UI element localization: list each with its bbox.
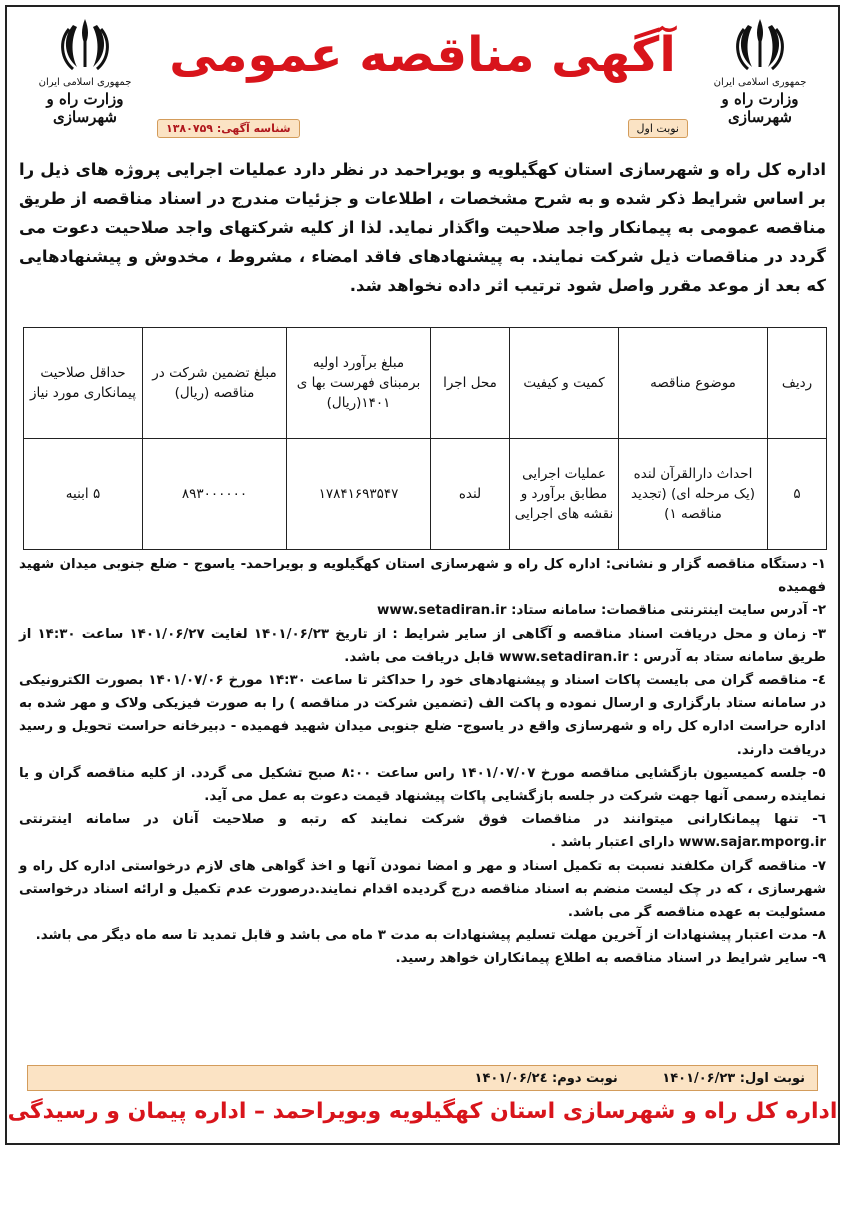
col-quality: کمیت و کیفیت [510, 328, 619, 439]
iran-emblem-icon [55, 15, 115, 75]
col-location: محل اجرا [431, 328, 510, 439]
condition-2-label: ۲- آدرس سایت اینترنتی مناقصات: [601, 603, 826, 619]
notice-frame [5, 5, 840, 1145]
first-round-date: نوبت اول: ۱۴۰۱/۰۶/۲۳ [662, 1071, 805, 1086]
col-subject: موضوع مناقصه [619, 328, 768, 439]
condition-item-3 [19, 623, 826, 669]
notice-id-tag: شناسه آگهی: ۱۳۸۰۷۵۹ [157, 119, 300, 138]
condition-3-label: ۳- زمان و محل دریافت اسناد مناقصه و آگاهی از سایر شرایط [403, 626, 826, 642]
round-tag: نوبت اول [628, 119, 688, 138]
condition-2-text: سامانه ستاد: www.setadiran.ir [377, 603, 602, 619]
condition-item-2 [19, 599, 826, 622]
publication-dates [27, 1065, 818, 1091]
intro-paragraph: اداره کل راه و شهرسازی استان کهگیلویه و بویراحمد در نظر دارد عملیات اجرایی پروژه های ذیل را بر اساس شرایط ذکر شده و به شرح مشخصات ، اطلاعات و جزئیات مندرج در اسناد مناقصه از طریق مناقصه عمومی به پیمانکار واجد صلاحیت واگذار نماید. لذا از کلیه شرکتهای واجد صلاحیت دعوت می گردد در مناقصات ذیل شرکت نمایند. به پیشنهادهای فاقد امضاء ، مشروط ، مخدوش و پیشنهادهایی که بعد از موعد مقرر واصل شود ترتیب اثر داده نخواهد شد. [19, 160, 826, 295]
emblem-caption-top: جمهوری اسلامی ایران [713, 77, 807, 88]
col-guarantee: مبلغ تضمین شرکت در مناقصه (ریال) [143, 328, 287, 439]
emblem-left [15, 15, 155, 130]
footer-organization: اداره کل راه و شهرسازی استان کهگیلویه وبویراحمد – اداره پیمان و رسیدگی [7, 1099, 838, 1124]
condition-item-9: ۹- سایر شرایط در اسناد مناقصه به اطلاع پیمانکاران خواهد رسید. [395, 951, 826, 967]
second-round-date: نوبت دوم: ۱۴۰۱/۰۶/۲٤ [474, 1071, 618, 1086]
emblem-caption-bottom: وزارت راه و شهرسازی [46, 90, 124, 126]
condition-item-1 [19, 553, 826, 599]
emblem-caption-top: جمهوری اسلامی ایران [38, 77, 132, 88]
notice-title: آگهی مناقصه عمومی [169, 27, 676, 83]
col-index: ردیف [768, 328, 827, 439]
col-qualification: حداقل صلاحیت پیمانکاری مورد نیاز [24, 328, 143, 439]
cell-location: لنده [431, 439, 510, 550]
cell-qualification: ۵ ابنیه [24, 439, 143, 550]
emblem-right [690, 15, 830, 130]
condition-item-6: ٦- تنها پیمانکارانی میتوانند در مناقصات فوق شرکت نمایند که رتبه و صلاحیت آنان در سامانه اینترنتی www.sajar.mporg.ir دارای اعتبار باشد . [19, 812, 826, 851]
condition-1-label: ۱- دستگاه مناقصه گزار و نشانی: [605, 557, 826, 572]
emblem-caption-bottom: وزارت راه و شهرسازی [721, 90, 799, 126]
cell-index: ۵ [768, 439, 827, 550]
condition-1-text: اداره کل راه و شهرسازی استان کهگیلویه و بویراحمد- یاسوج - ضلع جنوبی میدان شهید فهمیده [19, 557, 826, 596]
condition-3-text: : از تاریخ ۱۴۰۱/۰۶/۲۳ لغایت ۱۴۰۱/۰۶/۲۷ ساعت ۱۴:۳۰ از طریق سامانه ستاد به آدرس : www.setadiran.ir قابل دریافت می باشد. [19, 626, 826, 665]
conditions-list [19, 553, 826, 971]
tender-table [23, 327, 827, 550]
cell-quality: عملیات اجرایی مطابق برآورد و نقشه های اجرایی [510, 439, 619, 550]
col-estimate: مبلغ برآورد اولیه برمبنای فهرست بها ی ۱۴۰۱(ریال) [287, 328, 431, 439]
cell-estimate: ۱۷۸۴۱۶۹۳۵۴۷ [287, 439, 431, 550]
condition-item-7: ۷- مناقصه گران مکلفند نسبت به تکمیل اسناد و مهر و امضا نمودن آنها و اخذ گواهی های لازم درخواستی اداره کل راه و شهرسازی ، که در چک لیست منضم به اسناد مناقصه درج گردیده اقدام نمایند.درصورت عدم تکمیل و ارائه اسناد درخواستی مسئولیت به عهده مناقصه گر می باشد. [19, 858, 826, 921]
iran-emblem-icon [730, 15, 790, 75]
condition-item-8: ۸- مدت اعتبار پیشنهادات از آخرین مهلت تسلیم پیشنهادات به مدت ۳ ماه می باشد و قابل تمدید تا سه ماه دیگر می باشد. [35, 928, 826, 944]
condition-item-4: ٤- مناقصه گران می بایست پاکات اسناد و پیشنهادهای خود را حداکثر تا ساعت ۱۴:۳۰ مورخ ۱۴۰۱/۰۷/۰۶ بصورت الکترونیکی در سامانه ستاد بارگزاری و ارسال نموده و پاکت الف (تضمین شرکت در مناقصه ) را به صورت فیزیکی ولاک و مهر شده به اداره حراست اداره کل راه و شهرسازی واقع در یاسوج- ضلع جنوبی میدان شهید فهمیده - دبیرخانه حراست تحویل و رسید دریافت دارند. [19, 673, 826, 758]
table-header-row [24, 328, 827, 439]
cell-subject: احداث دارالقرآن لنده (یک مرحله ای) (تجدید مناقصه ۱) [619, 439, 768, 550]
header [7, 7, 838, 147]
cell-guarantee: ۸۹۳۰۰۰۰۰۰ [143, 439, 287, 550]
table-row [24, 439, 827, 550]
condition-item-5: ٥- جلسه کمیسیون بازگشایی مناقصه مورخ ۱۴۰۱/۰۷/۰۷ راس ساعت ۸:۰۰ صبح تشکیل می گردد. از کلیه مناقصه گران و یا نماینده رسمی آنها جهت شرکت در جلسه بازگشایی پاکات پیشنهاد قیمت دعوت به عمل می آید. [19, 765, 827, 805]
